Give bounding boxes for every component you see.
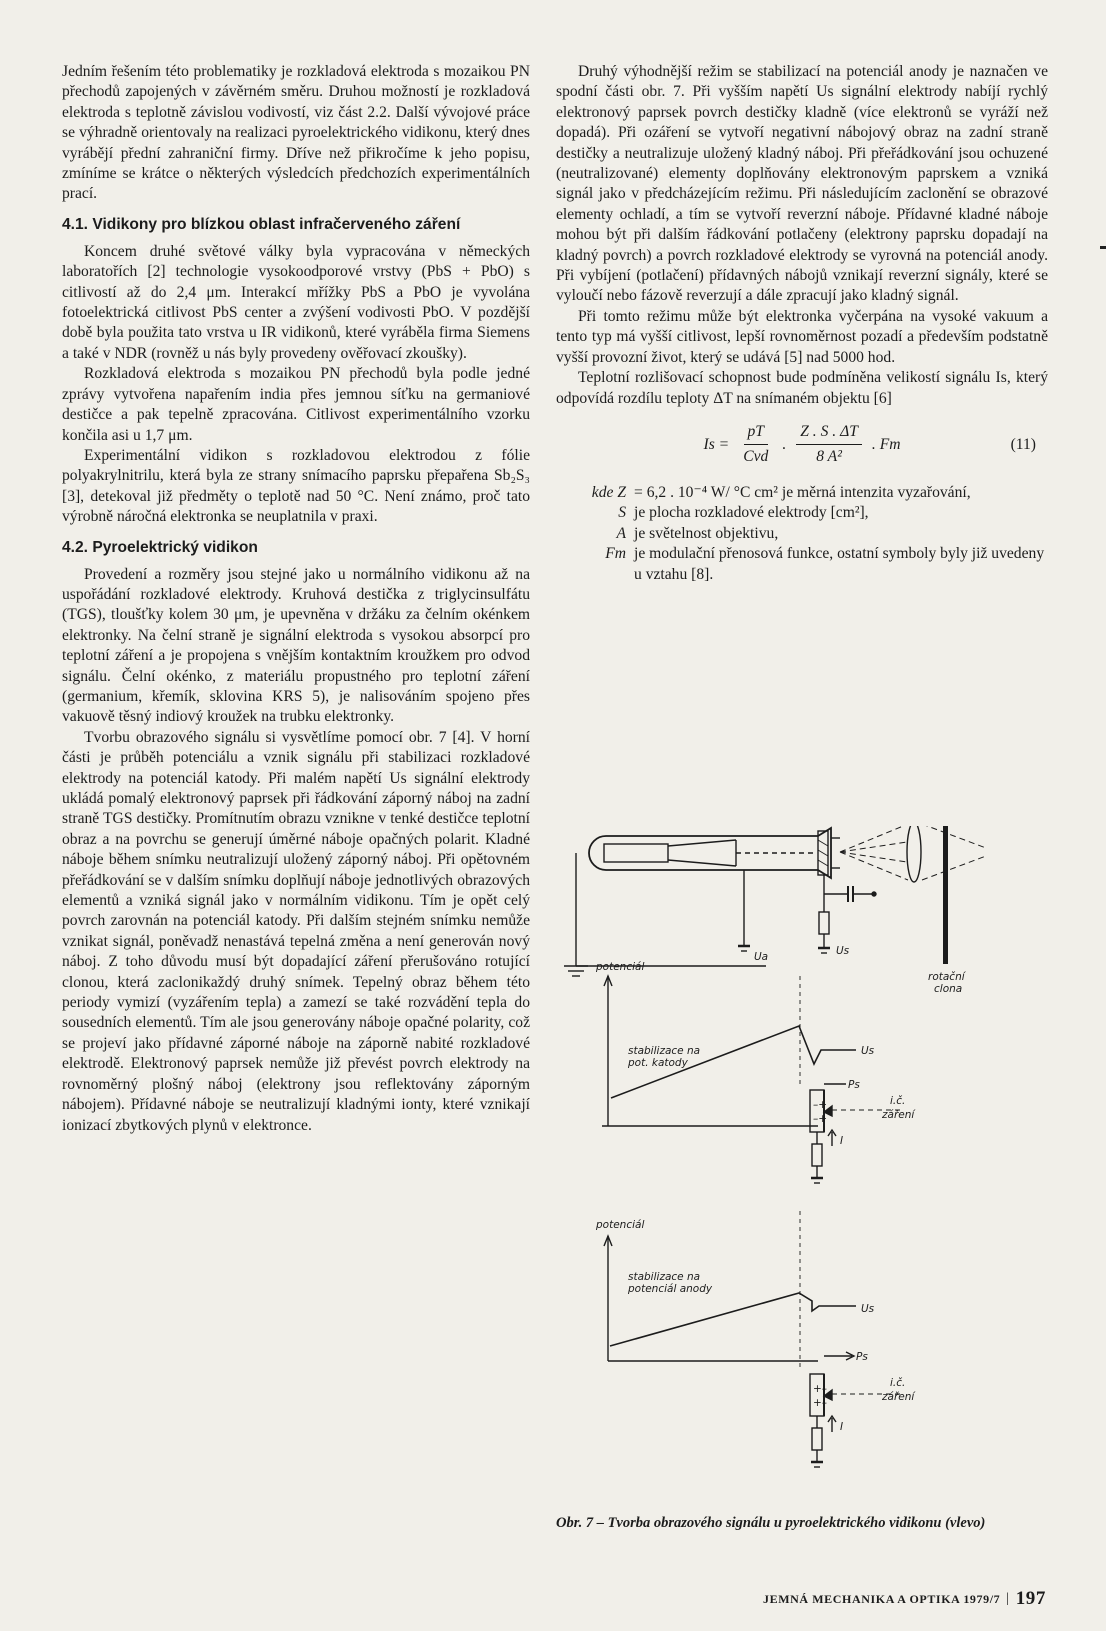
definition-row <box>556 503 1048 523</box>
radiation-label: i.č. <box>890 1095 906 1107</box>
current-label: I <box>840 1421 844 1433</box>
definition-text: = 6,2 . 10⁻⁴ W/ °C cm² je měrná intenzita vyzařování, <box>634 483 971 501</box>
fraction-numerator: Z . S . ΔT <box>796 422 862 445</box>
paragraph: Teplotní rozlišovací schopnost bude podmíněna velikostí signálu Is, který odpovídá rozdílu teploty ΔT na snímaném objektu [6] <box>556 369 1048 407</box>
fraction-numerator: pT <box>744 422 768 445</box>
paragraph: Při tomto režimu může být elektronka vyčerpána na vysoké vakuum a tento typ má vyšší citlivost, lepší rovnoměrnost pozadí a především podstatně vyšší provozní život, který se udává [5] nad 5000 hod. <box>556 307 1048 366</box>
scan-edge-mark <box>1100 246 1106 249</box>
section-heading-4-2: 4.2. Pyroelektrický vidikon <box>62 538 258 556</box>
definition-row <box>556 483 1048 503</box>
graph-stabilization-anode <box>595 1211 916 1467</box>
radiation-label: i.č. <box>890 1377 906 1389</box>
label-us: Us <box>861 1045 875 1057</box>
paragraph: Experimentální vidikon s rozkladovou elektrodou z fólie polyakrylnitrilu, která byla ze strany snímacího paprsku přepařena Sb₂S₃ [3], detekoval již předměty o teplotě nad 50 °C. Není známo, proč tato výrobně náročná elektronka se neuplatnila v praxi. <box>62 446 530 526</box>
fraction-zsdt-8a2 <box>796 422 862 468</box>
axis-label-potential: potenciál <box>596 1219 645 1231</box>
svg-text:–+: –+ <box>813 1113 828 1125</box>
lens-optics <box>840 826 986 882</box>
label-ps: Ps <box>848 1079 860 1091</box>
curve-label: pot. katody <box>628 1057 688 1069</box>
label-ua: Ua <box>754 951 769 963</box>
definition-text: je plocha rozkladové elektrody [cm²], <box>634 504 869 522</box>
left-column <box>62 62 530 1136</box>
section-heading-4-1: 4.1. Vidikony pro blízkou oblast infračerveného záření <box>62 215 461 233</box>
radiation-label: záření <box>882 1109 915 1121</box>
svg-text:–+: –+ <box>813 1099 828 1111</box>
paragraph: Koncem druhé světové války byla vypracována v německých laboratořích [2] technologie vysokoodporové vrstvy (PbS + PbO) s citlivostí až do 2,4 μm. Interakcí mřížky PbS a PbO je vyvolána fotoelektrická citlivost PbS center a zvýšení vodivosti PbO. V pozdější době byla použita tato vrstva u IR vidikonů, které vyráběla firma Siemens a také v NDR (rovněž u nás byly provedeny ověřovací zkoušky). <box>62 242 530 362</box>
curve-label: stabilizace na <box>628 1271 701 1283</box>
svg-text:+–: +– <box>813 1397 828 1409</box>
vidicon-tube <box>589 828 840 878</box>
figure-7-diagram <box>556 826 1046 1526</box>
fraction-denominator: Cvd <box>743 448 769 466</box>
shutter-label-1: rotační <box>928 971 965 983</box>
paragraph: Provedení a rozměry jsou stejné jako u normálního vidikonu až na uspořádání rozkladové elektrody. Kruhová destička z triglycinsulfátu (TGS), tloušťky kolem 30 μm, je upevněna v držáku za čelním okénkem elektronky. Na čelní straně je signální elektroda s vysokou absorpcí pro teplotní záření a je propojena s vnějším kontaktním kroužkem pro odvod signálu. Čelní okénko, z materiálu propustného pro teplotní záření (germanium, křemík, sklovina KRS 5), je nalisováním spojeno přes vakuově těsný indiový kroužek na trubku elektronky. <box>62 565 530 726</box>
axis-label-potential: potenciál <box>596 961 645 973</box>
current-label: I <box>840 1135 844 1147</box>
resistor-icon <box>812 1144 822 1166</box>
symbol-definitions <box>556 483 1048 585</box>
shutter-label-2: clona <box>934 983 963 995</box>
fraction-pt-cvd <box>739 422 772 468</box>
multiply-dot: . <box>782 435 787 453</box>
paragraph: Rozkladová elektroda s mozaikou PN přechodů byla podle jedné zprávy vytvořena napařením india přes jemnou síťku na germaniové destičce a pak tepelně zpracována. Citlivost experimentálního vzorku končila asi u 1,7 μm. <box>62 365 530 444</box>
label-ps: Ps <box>856 1351 868 1363</box>
fraction-denominator: 8 A² <box>816 448 842 466</box>
curve-label: stabilizace na <box>628 1045 701 1057</box>
rotating-shutter <box>928 826 967 995</box>
figure-caption: Obr. 7 – Tvorba obrazového signálu u pyroelektrického vidikonu (vlevo) <box>556 1515 986 1531</box>
definition-symbol: S <box>618 504 626 522</box>
definition-symbol: A <box>616 524 626 542</box>
equation-lhs: Is = <box>703 435 730 453</box>
right-column <box>556 62 1048 585</box>
radiation-label: záření <box>882 1391 915 1403</box>
label-us: Us <box>861 1303 875 1315</box>
equation-tail: . Fm <box>871 435 901 453</box>
label-us: Us <box>836 945 850 957</box>
definition-text: je světelnost objektivu, <box>634 524 779 542</box>
svg-text:+–: +– <box>813 1383 828 1395</box>
definition-row <box>556 524 1048 544</box>
graph-stabilization-cathode <box>595 961 916 1183</box>
definition-text: je modulační přenosová funkce, ostatní symboly byly již uvedeny u vztahu [8]. <box>634 545 1045 583</box>
equation-number: (11) <box>1010 435 1036 453</box>
definition-symbol: Fm <box>605 545 626 563</box>
lens-icon <box>907 826 921 882</box>
resistor-icon <box>812 1428 822 1450</box>
page-number: 197 <box>1015 1588 1046 1609</box>
definition-symbol: kde Z <box>591 483 626 501</box>
definition-row <box>556 544 1048 585</box>
paragraph: Druhý výhodnější režim se stabilizací na potenciál anody je naznačen ve spodní části obr. 7. Při vyšším napětí Us signální elektrody nabíjí rychlý elektronový paprsek povrch destičky kladně (více elektronů se vyráží než dopadá). Při ozáření se vytvoří negativní nábojový obraz na zadní straně destičky a neutralizuje uložený kladný náboj. Při přeřádkování jsou ochuzené (neutralizované) elementy doplňovány elektronovým paprskem a vzniká signál jako v předcházejícím režimu. Při následujícím zaclonění se obrazové elementy ochladí, a tím se vytvoří reverzní náboje. Přídavné kladné náboje mohou být při dalším řádkování potlačeny (elektrony paprsku dopadají na kladný povrch) a povrch rozkladové elektrody se vyrovná na potenciál anody. Při vybíjení (potlačení) přídavných nábojů vznikají reverzní signály, které se vyloučí nebo fázově reverzují a dále zpracují jako kladný signál. <box>556 63 1048 305</box>
page-footer <box>763 1588 1046 1610</box>
paragraph: Jedním řešením této problematiky je rozkladová elektroda s mozaikou PN přechodů zapojených v závěrném směru. Druhou možností je rozkladová elektroda s teplotně závislou vodivostí, viz část 2.2. Další vývojové práce se výhradně orientovaly na realizaci pyroelektrického vidikonu, který dnes vyrábějí přední zahraniční firmy. Dříve než přikročíme k jeho popisu, zmíníme se krátce o některých výsledcích předchozích experimentálních prací. <box>62 63 530 203</box>
journal-name: JEMNÁ MECHANIKA A OPTIKA 1979/7 <box>762 1591 1001 1606</box>
footer-separator: | <box>1006 1591 1010 1606</box>
circuit <box>564 853 876 976</box>
curve-label: potenciál anody <box>628 1283 713 1295</box>
equation-11 <box>556 417 1048 473</box>
paragraph: Tvorbu obrazového signálu si vysvětlíme pomocí obr. 7 [4]. V horní části je průběh potenciálu a vznik signálu při stabilizaci rozkladové elektrody na potenciál katody. Při malém napětí Us signální elektrody ukládá pomalý elektronový paprsek při řádkování záporný náboj na zadní straně TGS destičky. Promítnutím obrazu vznikne v tenké destičce teplotní obraz a na povrchu se generují úměrné náboje opačných polarit. Kladné náboje během snímku neutralizují uložený záporný náboj. Při opětovném přeřádkování se v dalším snímku doplňují náboje jednotlivých obrazových elementů a vzniká signál jako v normálním vidikonu. Tím je opět celý povrch zarovnán na potenciál katody. Při dalším stejném snímku nemůže vznikat signál, poněvadž nenastává tepelná změna a není generován nový náboj. Z toho důvodu musí být dopadající záření přerušováno rotující clonou, která zaclonikaždý druhý snímek. Tepelný obraz během této periody vymizí (vyzářením tepla) a zamezí se také rozvádění tepla do sousedních elementů. Tím ale jsou generovány náboje opačné polarity, což se projeví jako přídavné záporné náboje na záporně nabité rozkladové elektrodě. Elektronový paprsek nemůže již převést povrch elektrody na rovnoměrný plošný náboj (elektrony jsou reflektovány záporným nábojem). Přídavné náboje se neutralizují kladnými ionty, které vznikají ionizací zbytkových plynů v elektronce. <box>62 728 530 1134</box>
resistor-icon <box>819 912 829 934</box>
